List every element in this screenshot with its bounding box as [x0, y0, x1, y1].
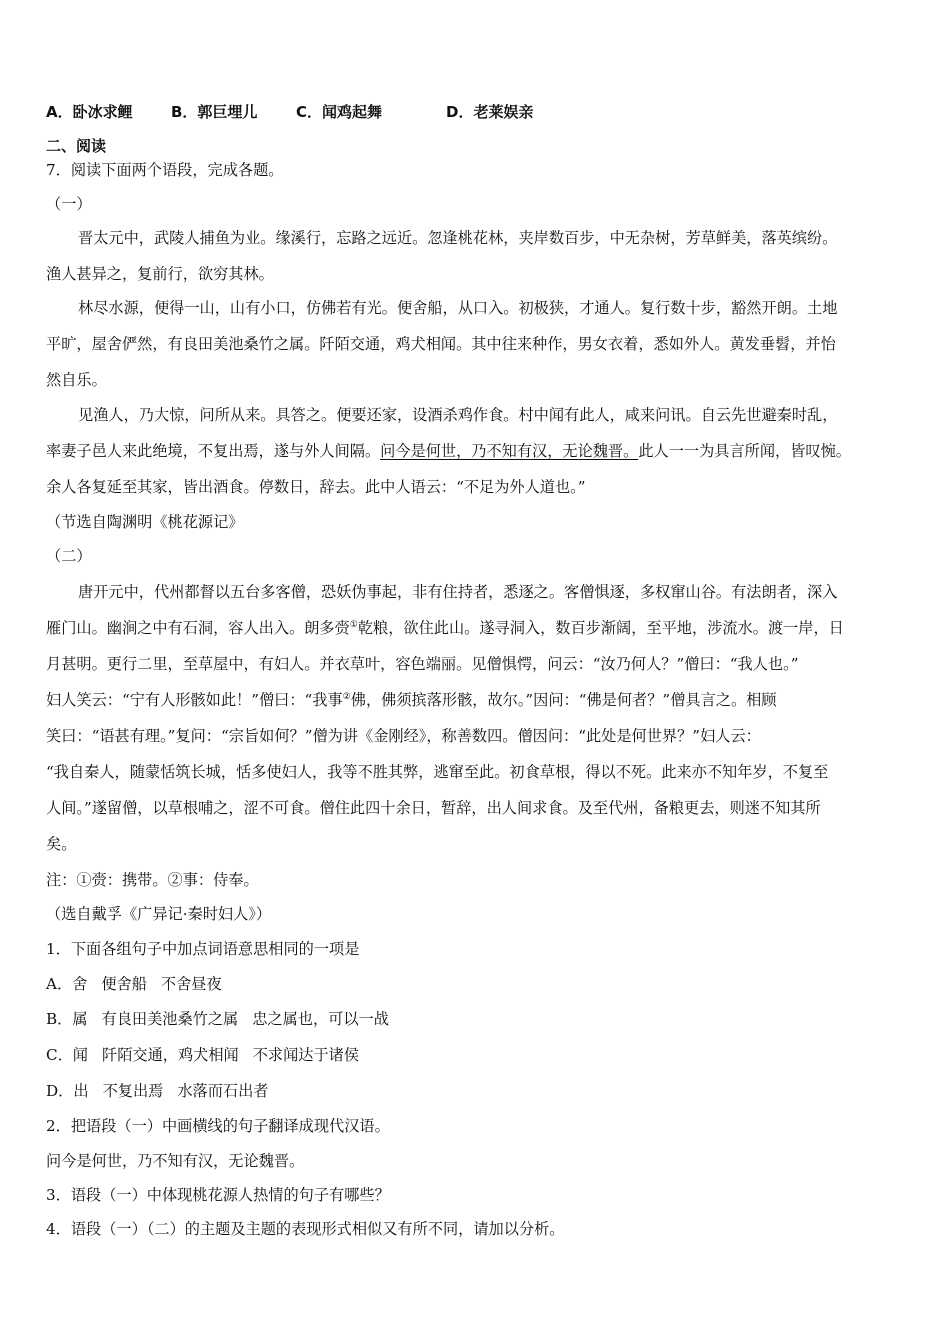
- option-label: C．闻: [46, 1046, 88, 1064]
- underlined-sentence: 问今是何世，乃不知有汉，无论魏晋。: [380, 442, 639, 460]
- q6-options: [46, 102, 533, 122]
- question-1-stem: 1．下面各组句子中加点词语意思相同的一项是: [46, 940, 360, 958]
- option-sentence: 有良田美池桑竹之属: [101, 1010, 239, 1028]
- passage1-text: 余人各复延至其家，皆出酒食。停数日，辞去。此中人语云：“不足为外人道也。”: [46, 478, 586, 496]
- option-sentence: 不求闻达于诸侯: [252, 1046, 359, 1064]
- option-label: B．属: [46, 1010, 88, 1028]
- question-1-option-a: [46, 974, 222, 994]
- question-2-stem: 2．把语段（一）中画横线的句子翻译成现代汉语。: [46, 1117, 390, 1135]
- q6-option-a: A．卧冰求鲤: [46, 103, 133, 121]
- option-sentence: 不舍昼夜: [160, 975, 222, 993]
- q6-option-d: D．老莱娱亲: [446, 103, 534, 121]
- footnote-marker: ①: [349, 619, 358, 630]
- passage1-text-segment: 率妻子邑人来此绝境，不复出焉，遂与外人间隔。: [46, 442, 381, 460]
- question-1-option-c: [46, 1045, 359, 1065]
- passage2-text-segment: 妇人笑云：“宁有人形骸如此！”僧曰：“我事: [46, 691, 343, 709]
- passage2-text: “我自秦人，随蒙恬筑长城，恬多使妇人，我等不胜其弊，逃窜至此。初食草根，得以不死。此来亦不知年岁，不复至: [46, 763, 829, 781]
- option-sentence: 便舍船: [101, 975, 147, 993]
- passage1-label: （一）: [46, 195, 92, 213]
- passage2-text: 月甚明。更行二里，至草屋中，有妇人。并衣草叶，容色端丽。见僧惧愕，问云：“汝乃何人？”僧曰：“我人也。”: [46, 655, 799, 673]
- option-sentence: 不复出焉: [102, 1082, 164, 1100]
- q6-option-b: B．郭巨埋儿: [171, 103, 258, 121]
- option-label: A．舍: [46, 975, 88, 993]
- passage2-text-segment: 雁门山。幽涧之中有石洞，容人出入。朗多赍: [46, 619, 350, 637]
- passage2-text: [46, 690, 777, 710]
- q6-option-c: C．闻鸡起舞: [296, 103, 383, 121]
- option-sentence: 水落而石出者: [177, 1082, 269, 1100]
- passage2-text-segment: 佛，佛须摈落形骸，故尔。”因问：“佛是何者？”僧具言之。相顾: [350, 691, 777, 709]
- passage1-text: 平旷，屋舍俨然，有良田美池桑竹之属。阡陌交通，鸡犬相闻。其中往来种作，男女衣着，悉如外人。黄发垂髫，并怡: [46, 335, 836, 353]
- question-1-option-b: [46, 1009, 389, 1029]
- passage1-text: [46, 441, 851, 461]
- passage1-text: 晋太元中，武陵人捕鱼为业。缘溪行，忘路之远近。忽逢桃花林，夹岸数百步，中无杂树，芳草鲜美，落英缤纷。: [78, 229, 838, 247]
- passage2-text: 人间。”遂留僧，以草根哺之，涩不可食。僧住此四十余日，暂辞，出人间求食。及至代州，备粮更去，则迷不知其所: [46, 799, 821, 817]
- passage2-text: 矣。: [46, 835, 77, 853]
- passage1-text: 见渔人，乃大惊，问所从来。具答之。便要还家，设酒杀鸡作食。村中闻有此人，咸来问讯。自云先世避秦时乱，: [78, 406, 838, 424]
- option-label: D．出: [46, 1082, 89, 1100]
- question-4-stem: 4．语段（一）（二）的主题及主题的表现形式相似又有所不同，请加以分析。: [46, 1220, 565, 1238]
- footnotes: 注：①赍：携带。②事：侍奉。: [46, 871, 259, 889]
- section-title: 二、阅读: [46, 137, 107, 155]
- option-sentence: 阡陌交通，鸡犬相闻: [102, 1046, 239, 1064]
- passage2-label: （二）: [46, 547, 92, 565]
- passage2-text: 唐开元中，代州都督以五台多客僧，恐妖伪事起，非有住持者，悉逐之。客僧惧逐，多权窜山谷。有法朗者，深入: [78, 583, 838, 601]
- question-3-stem: 3．语段（一）中体现桃花源人热情的句子有哪些？: [46, 1186, 390, 1204]
- q7-stem: 7．阅读下面两个语段，完成各题。: [46, 161, 284, 179]
- passage1-text: 林尽水源，便得一山，山有小口，仿佛若有光。便舍船，从口入。初极狭，才通人。复行数十步，豁然开朗。土地: [78, 299, 838, 317]
- footnote-marker: ②: [342, 691, 351, 702]
- question-1-option-d: [46, 1081, 268, 1101]
- passage2-text: 笑曰：“语甚有理。”复问：“宗旨如何？”僧为讲《金刚经》，称善数四。僧因问：“此处是何世界？”妇人云：: [46, 727, 761, 745]
- passage1-text: 渔人甚异之，复前行，欲穷其林。: [46, 265, 274, 283]
- passage1-source: （节选自陶渊明《桃花源记》: [46, 513, 244, 531]
- passage2-text-segment: 乾粮，欲住此山。遂寻洞入，数百步渐阔，至平地，涉流水。渡一岸，日: [357, 619, 844, 637]
- passage2-text: [46, 618, 844, 638]
- option-sentence: 忠之属也，可以一战: [252, 1010, 389, 1028]
- question-2-sentence: 问今是何世，乃不知有汉，无论魏晋。: [46, 1152, 305, 1170]
- passage1-text-segment: 此人一一为具言所闻，皆叹惋。: [638, 442, 851, 460]
- passage2-source: （选自戴孚《广异记·秦时妇人》）: [46, 905, 272, 923]
- passage1-text: 然自乐。: [46, 371, 107, 389]
